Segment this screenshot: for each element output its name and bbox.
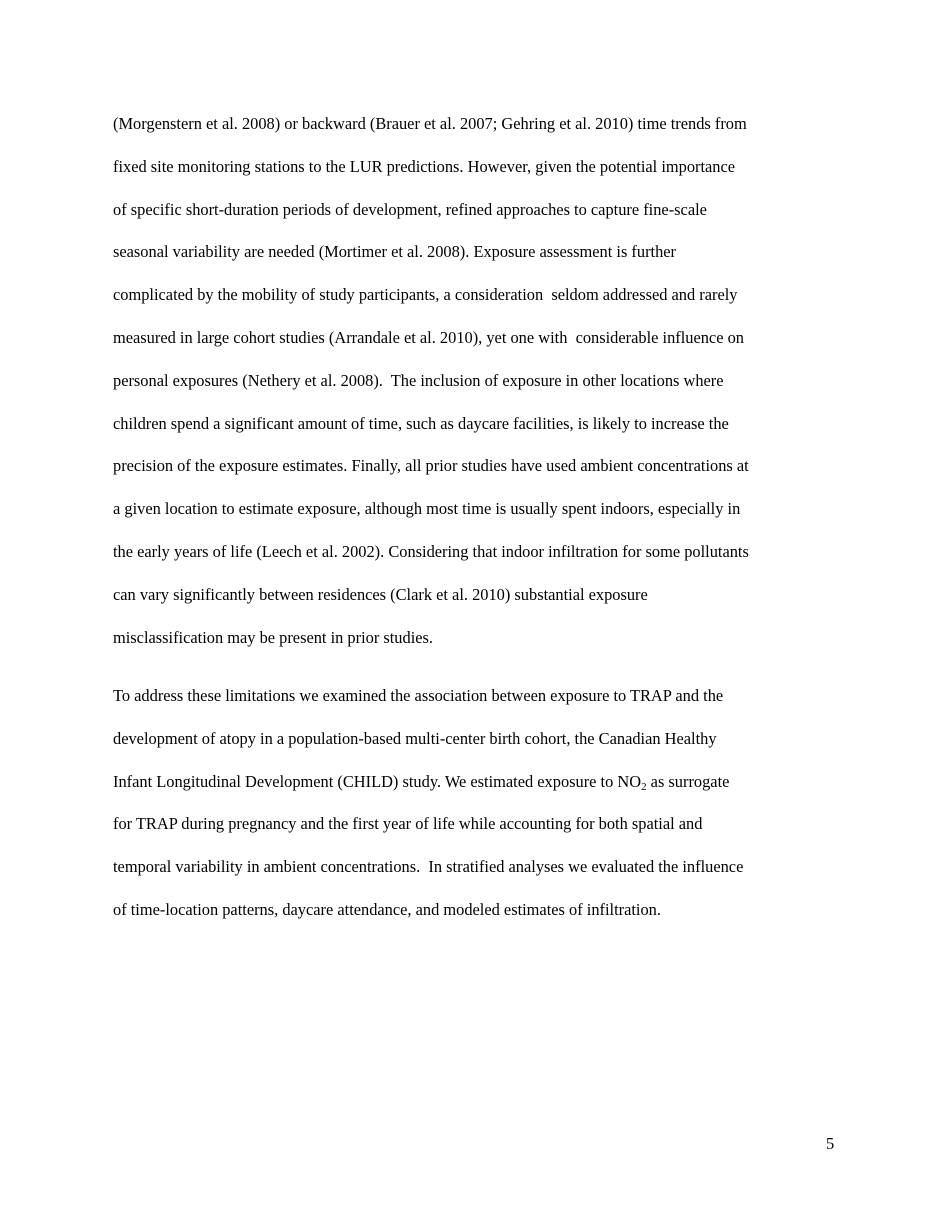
text-line: of specific short-duration periods of development, refined approaches to capture fine-scale: [113, 199, 707, 219]
text-line: (Morgenstern et al. 2008) or backward (Brauer et al. 2007; Gehring et al. 2010) time trends from: [113, 114, 747, 133]
text-line: misclassification may be present in prior studies.: [113, 627, 434, 647]
paragraph-1: [113, 114, 843, 670]
text-line: for TRAP during pregnancy and the first year of life while accounting for both spatial and: [113, 814, 703, 834]
text-line: precision of the exposure estimates. Finally, all prior studies have used ambient concentrations at: [113, 456, 749, 476]
text-line: seasonal variability are needed (Mortimer et al. 2008). Exposure assessment is further: [113, 242, 677, 262]
subscript: 2: [641, 780, 647, 793]
page-number: 5: [826, 1134, 835, 1153]
text-line: fixed site monitoring stations to the LUR predictions. However, given the potential importance: [113, 156, 736, 176]
text-line: of time-location patterns, daycare attendance, and modeled estimates of infiltration.: [113, 899, 661, 919]
text-segment: as surrogate: [646, 771, 730, 791]
text-line: personal exposures (Nethery et al. 2008). The inclusion of exposure in other locations where: [113, 370, 724, 390]
text-segment: Infant Longitudinal Development (CHILD) study. We estimated exposure to NO: [113, 771, 642, 791]
text-line: the early years of life (Leech et al. 2002). Considering that indoor infiltration for some pollutants: [113, 541, 749, 561]
paragraph-2: [113, 686, 843, 943]
text-line: development of atopy in a population-based multi-center birth cohort, the Canadian Healthy: [113, 728, 717, 748]
text-line: To address these limitations we examined the association between exposure to TRAP and the: [113, 686, 724, 705]
text-line: children spend a significant amount of time, such as daycare facilities, is likely to increase the: [113, 413, 729, 433]
text-line: can vary significantly between residences (Clark et al. 2010) substantial exposure: [113, 584, 648, 604]
text-line-with-subscript: [113, 772, 843, 815]
text-line: a given location to estimate exposure, although most time is usually spent indoors, especially in: [113, 499, 741, 519]
text-line: temporal variability in ambient concentrations. In stratified analyses we evaluated the influence: [113, 857, 744, 877]
text-line: complicated by the mobility of study participants, a consideration seldom addressed and rarely: [113, 285, 738, 305]
text-line: measured in large cohort studies (Arrandale et al. 2010), yet one with considerable influence on: [113, 327, 744, 347]
